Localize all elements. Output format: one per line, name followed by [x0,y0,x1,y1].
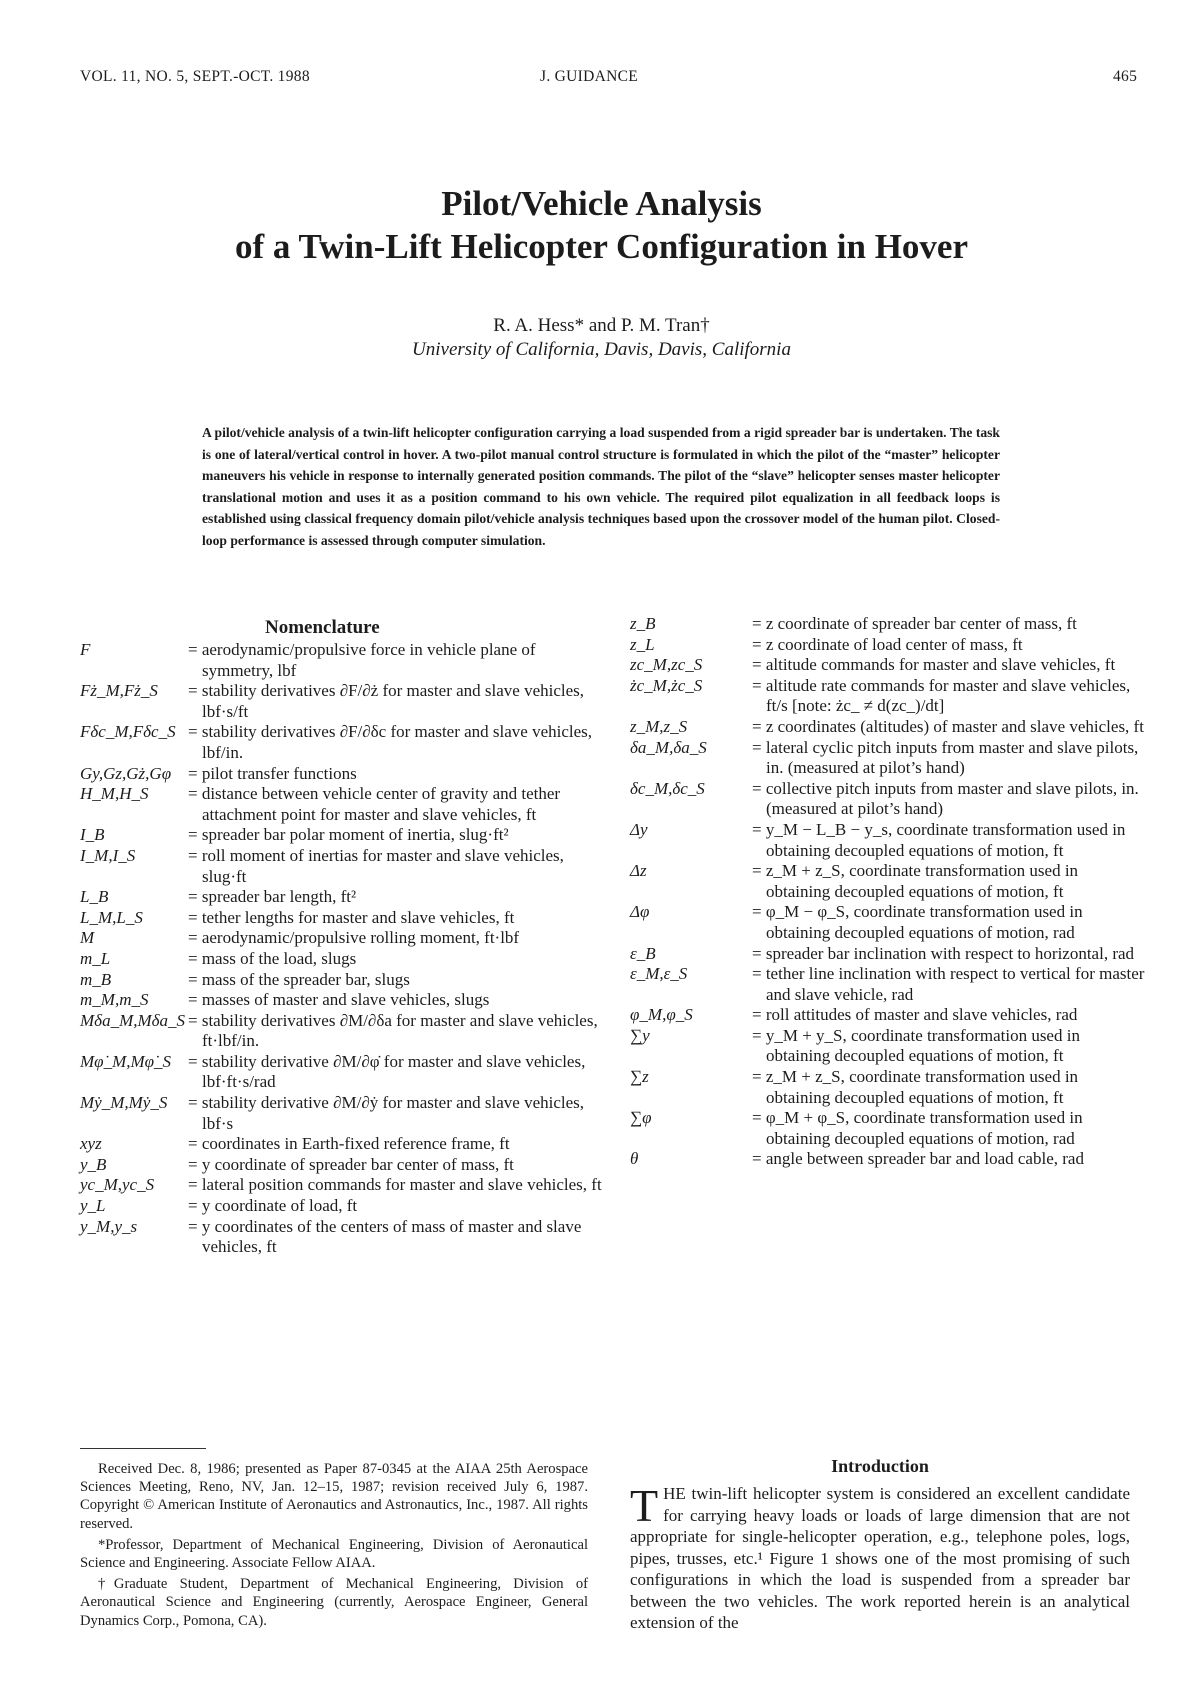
nomenclature-definition: = z coordinate of load center of mass, ft [752,634,1023,654]
nomenclature-definition: = mass of the spreader bar, slugs [188,969,410,989]
running-header-volume: VOL. 11, NO. 5, SEPT.-OCT. 1988 [80,68,310,85]
nomenclature-definition: = pilot transfer functions [188,763,357,783]
nomenclature-definition: = tether line inclination with respect to vertical for master and slave vehicle, rad [752,964,1145,1004]
nomenclature-entry [630,655,1130,676]
nomenclature-definition: = spreader bar inclination with respect to horizontal, rad [752,943,1135,963]
nomenclature-symbol: M [80,928,95,948]
nomenclature-symbol: F [80,640,91,659]
nomenclature-entry [630,964,1145,1005]
running-header-journal: J. GUIDANCE [540,68,639,85]
nomenclature-symbol: ∑φ [630,1108,652,1128]
nomenclature-symbol: Δφ [630,902,650,922]
drop-cap: T [630,1480,659,1531]
nomenclature-entry [630,1026,1130,1067]
nomenclature-symbol: y_M,y_s [80,1216,138,1236]
nomenclature-definition: = altitude commands for master and slave vehicles, ft [752,655,1116,675]
nomenclature-definition: = aerodynamic/propulsive rolling moment, ft·lbf [188,928,520,948]
nomenclature-definition: = stability derivative ∂M/∂φ̇ for master and slave vehicles, lbf·ft·s/rad [188,1051,586,1092]
nomenclature-entry [630,1149,1130,1170]
nomenclature-entry [630,1108,1130,1149]
footnote-author-1: *Professor, Department of Mechanical Engineering, Division of Aeronautical Science and Engineering. Associate Fellow AIAA. [80,1536,588,1572]
nomenclature-definition: = tether lengths for master and slave vehicles, ft [188,907,515,927]
nomenclature-symbol: z_L [630,634,655,654]
nomenclature-entry [630,635,1130,656]
nomenclature-definition: = z_M + z_S, coordinate transformation used in obtaining decoupled equations of motion, ft [752,861,1079,901]
nomenclature-symbol: Gy,Gz,Gż,Gφ [80,763,172,783]
nomenclature-symbol: θ [630,1149,639,1169]
nomenclature-symbol: H_M,H_S [80,784,149,804]
nomenclature-entry [80,949,590,970]
nomenclature-entry [630,1067,1130,1108]
nomenclature-definition: = spreader bar length, ft² [188,887,357,907]
nomenclature-entry [630,716,1144,738]
nomenclature-entry [630,902,1130,943]
nomenclature-entry [80,1052,590,1093]
nomenclature-definition: = stability derivatives ∂M/∂δa for master and slave vehicles, ft·lbf/in. [188,1010,598,1051]
nomenclature-symbol: I_B [80,825,105,845]
author-block [0,314,1203,362]
nomenclature-symbol: L_B [80,887,109,907]
nomenclature-definition: = mass of the load, slugs [188,948,357,968]
nomenclature-symbol: δa_M,δa_S [630,737,707,757]
nomenclature-definition: = z coordinates (altitudes) of master and slave vehicles, ft [752,716,1144,736]
nomenclature-symbol: φ_M,φ_S [630,1005,693,1025]
nomenclature-definition: = stability derivatives ∂F/∂δc for master and slave vehicles, lbf/in. [188,722,593,762]
nomenclature-symbol: zc_M,zc_S [630,655,703,675]
nomenclature-symbol: yc_M,yc_S [80,1175,155,1195]
nomenclature-definition: = y_M − L_B − y_s, coordinate transformation used in obtaining decoupled equations of motion, ft [752,819,1126,860]
author-affiliation: University of California, Davis, Davis, California [412,339,791,360]
nomenclature-symbol: y_L [80,1196,106,1216]
nomenclature-entry [630,1005,1130,1026]
nomenclature-entry [80,784,590,825]
nomenclature-symbol: m_L [80,948,111,968]
nomenclature-symbol: y_B [80,1154,107,1174]
nomenclature-entry [80,908,590,929]
nomenclature-definition: = φ_M + φ_S, coordinate transformation used in obtaining decoupled equations of motion, rad [752,1108,1083,1148]
nomenclature-symbol: L_M,L_S [80,907,143,927]
nomenclature-symbol: Mẏ_M,Mẏ_S [80,1093,168,1113]
author-names: R. A. Hess* and P. M. Tran† [493,315,710,336]
nomenclature-entry [80,1175,602,1196]
nomenclature-definition: = φ_M − φ_S, coordinate transformation used in obtaining decoupled equations of motion, rad [752,902,1083,942]
nomenclature-entry [80,1155,590,1176]
nomenclature-symbol: z_M,z_S [630,716,688,736]
abstract: A pilot/vehicle analysis of a twin-lift helicopter configuration carrying a load suspended from a rigid spreader bar is undertaken. The task is one of lateral/vertical control in hover. A two-pilot manual control structure is formulated in which the pilot of the “master” helicopter maneuvers his vehicle in response to internally generated position commands. The pilot of the “slave” helicopter senses master helicopter translational motion and uses it as a position command to his own vehicle. The required pilot equalization in all feedback loops is established using classical frequency domain pilot/vehicle analysis techniques based upon the crossover model of the human pilot. Closed-loop performance is assessed through computer simulation. [202,425,1000,548]
page-number: 465 [1113,68,1138,85]
nomenclature-entry [80,722,593,763]
nomenclature-entry [630,820,1130,861]
nomenclature-symbol: m_M,m_S [80,990,149,1010]
nomenclature-entry [630,778,1139,820]
nomenclature-entry [80,825,590,846]
nomenclature-entry [630,943,1135,965]
nomenclature-definition: = spreader bar polar moment of inertia, slug·ft² [188,825,509,845]
nomenclature-right-column [630,614,1145,1170]
nomenclature-left-column [80,640,602,1258]
nomenclature-entry [80,764,590,785]
nomenclature-symbol: Fż_M,Fż_S [80,681,158,701]
nomenclature-entry [630,737,1139,779]
nomenclature-definition: = collective pitch inputs from master and slave pilots, in. (measured at pilot’s hand) [752,778,1139,819]
nomenclature-definition: = y coordinate of load, ft [188,1196,358,1216]
nomenclature-entry [80,887,590,908]
nomenclature-definition: = z_M + z_S, coordinate transformation used in obtaining decoupled equations of motion, ft [752,1067,1079,1107]
nomenclature-definition: = coordinates in Earth-fixed reference frame, ft [188,1134,510,1154]
nomenclature-symbol: ∑y [630,1025,650,1045]
nomenclature-symbol: Δy [630,819,648,839]
introduction-text: HE twin-lift helicopter system is considered an excellent candidate for carrying heavy loads or loads of large dimension that are not appropriate for single-helicopter operation, e.g., telephone poles, logs, pipes, trusses, etc.¹ Figure 1 shows one of the most promising of such configurations in which the load is suspended from a spreader bar between the two vehicles. The work reported herein is an analytical extension of the [630,1484,1130,1632]
nomenclature-heading: Nomenclature [265,617,380,638]
nomenclature-symbol: I_M,I_S [80,845,136,865]
nomenclature-entry [80,1134,590,1155]
introduction-body [630,1480,1130,1634]
footnote-received: Received Dec. 8, 1986; presented as Paper 87-0345 at the AIAA 25th Aerospace Sciences Meeting, Reno, NV, Jan. 12–15, 1987; revision received July 6, 1987. Copyright © American Institute of Aeronautics and Astronautics, Inc., 1987. All rights reserved. [80,1461,588,1532]
nomenclature-entry [80,1010,598,1052]
nomenclature-entry [630,861,1130,902]
nomenclature-definition: = angle between spreader bar and load cable, rad [752,1149,1084,1169]
nomenclature-definition: = lateral cyclic pitch inputs from master and slave pilots, in. (measured at pilot’s hand) [752,737,1139,778]
nomenclature-symbol: z_B [630,614,656,633]
nomenclature-symbol: ε_B [630,943,656,963]
nomenclature-definition: = stability derivatives ∂F/∂ż for master and slave vehicles, lbf·s/ft [188,681,585,721]
nomenclature-entry [80,990,590,1011]
title-line-1: Pilot/Vehicle Analysis [441,184,762,223]
nomenclature-definition: = roll attitudes of master and slave vehicles, rad [752,1005,1078,1025]
nomenclature-definition: = masses of master and slave vehicles, slugs [188,990,490,1010]
nomenclature-symbol: Mδa_M,Mδa_S [80,1010,186,1030]
nomenclature-entry [630,614,1130,635]
nomenclature-definition: = lateral position commands for master and slave vehicles, ft [188,1175,602,1195]
nomenclature-entry [80,970,590,991]
footnote-author-2: †Graduate Student, Department of Mechanical Engineering, Division of Aeronautical Science and Engineering (currently, Aerospace Engineer, General Dynamics Corp., Pomona, CA). [80,1576,588,1629]
nomenclature-definition: = y_M + y_S, coordinate transformation used in obtaining decoupled equations of motion, ft [752,1025,1080,1066]
footnotes [80,1460,588,1633]
nomenclature-definition: = z coordinate of spreader bar center of mass, ft [752,614,1077,633]
nomenclature-entry [80,1217,590,1258]
nomenclature-entry [80,1093,590,1134]
nomenclature-symbol: Δz [630,861,647,881]
nomenclature-symbol: ∑z [630,1067,649,1087]
nomenclature-entry [80,1196,590,1217]
nomenclature-definition: = altitude rate commands for master and slave vehicles, ft/s [note: żc_ ≠ d(zc_)/dt] [752,675,1131,716]
nomenclature-symbol: xyz [80,1134,102,1154]
introduction-heading: Introduction [831,1456,929,1476]
nomenclature-symbol: ε_M,ε_S [630,964,688,984]
title-line-2: of a Twin-Lift Helicopter Configuration in Hover [234,227,969,266]
nomenclature-symbol: m_B [80,969,112,989]
nomenclature-symbol: żc_M,żc_S [630,675,703,695]
nomenclature-definition: = stability derivative ∂M/∂ẏ for master and slave vehicles, lbf·s [188,1093,585,1133]
nomenclature-definition: = y coordinate of spreader bar center of mass, ft [188,1154,514,1174]
nomenclature-entry [80,640,590,681]
nomenclature-definition: = aerodynamic/propulsive force in vehicle plane of symmetry, lbf [188,640,536,680]
nomenclature-entry [630,676,1130,717]
nomenclature-symbol: Mφ̇_M,Mφ̇_S [80,1051,172,1071]
nomenclature-symbol: δc_M,δc_S [630,778,705,798]
nomenclature-entry [80,846,590,887]
nomenclature-definition: = y coordinates of the centers of mass of master and slave vehicles, ft [188,1216,582,1257]
paper-title [0,182,1203,268]
nomenclature-entry [80,681,590,722]
nomenclature-definition: = distance between vehicle center of gravity and tether attachment point for master and slave vehicles, ft [188,784,561,824]
nomenclature-symbol: Fδc_M,Fδc_S [80,722,176,742]
footnote-rule [80,1448,206,1449]
nomenclature-definition: = roll moment of inertias for master and slave vehicles, slug·ft [188,845,564,886]
nomenclature-entry [80,928,590,949]
